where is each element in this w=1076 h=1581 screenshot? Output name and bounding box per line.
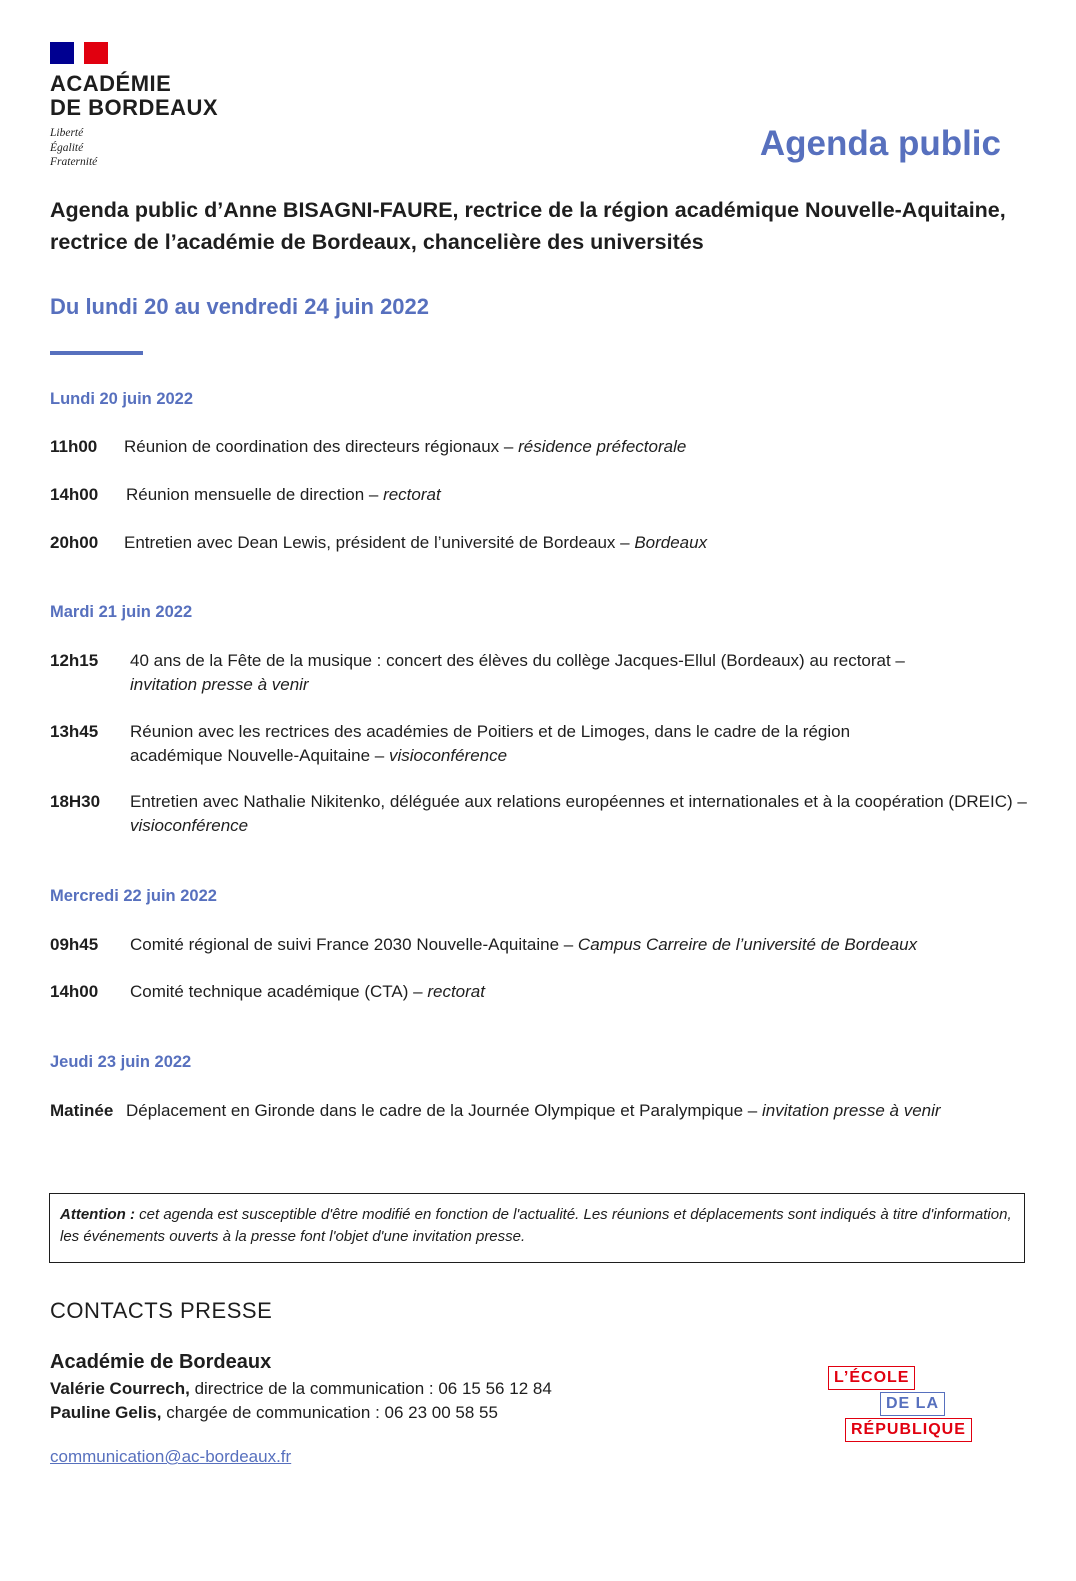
agenda-item [50, 435, 1040, 459]
agenda-item [50, 980, 1040, 1004]
day-heading: Lundi 20 juin 2022 [50, 390, 194, 408]
period-heading: Du lundi 20 au vendredi 24 juin 2022 [50, 294, 430, 319]
event-location: rectorat [427, 982, 485, 1001]
event-location: Campus Carreire de l’université de Bordeaux [577, 935, 918, 954]
event-text: Comité technique académique (CTA) – [130, 982, 428, 1001]
event-text: Entretien avec Nathalie Nikitenko, déléguée aux relations européennes et internationales et à la coopération (DREIC) – [130, 792, 1027, 811]
agenda-item [50, 483, 1040, 507]
event-text: 40 ans de la Fête de la musique : concert des élèves du collège Jacques-Ellul (Bordeaux) au rectorat – [130, 651, 905, 670]
day-heading: Jeudi 23 juin 2022 [50, 1053, 192, 1071]
event-time: 14h00 [50, 485, 99, 504]
contact-organization: Académie de Bordeaux [50, 1351, 272, 1373]
event-location: visioconférence [130, 816, 249, 835]
day-heading: Mardi 21 juin 2022 [50, 603, 193, 621]
ecole-logo-line-2: DE LA [880, 1392, 945, 1416]
contact-email-link[interactable]: communication@ac-bordeaux.fr [50, 1447, 292, 1466]
logo-name [50, 72, 218, 120]
ecole-republique-logo [828, 1366, 978, 1446]
event-text: Entretien avec Dean Lewis, président de l’université de Bordeaux – [124, 533, 635, 552]
contact-role: directrice de la communication : 06 15 56 12 84 [189, 1379, 552, 1398]
event-time: Matinée [50, 1101, 114, 1120]
event-location: invitation presse à venir [130, 675, 309, 694]
motto-egalite: Égalité [50, 141, 84, 154]
day-heading: Mercredi 22 juin 2022 [50, 887, 217, 905]
agenda-item [50, 790, 1035, 838]
agenda-item [50, 531, 1040, 555]
event-location: rectorat [383, 485, 441, 504]
event-text: Déplacement en Gironde dans le cadre de la Journée Olympique et Paralympique – [126, 1101, 762, 1120]
logo-motto [50, 126, 218, 170]
event-time: 18H30 [50, 792, 101, 811]
page-title: Agenda public d’Anne BISAGNI-FAURE, rectrice de la région académique Nouvelle-Aquitaine, rectrice de l’académie de Bordeaux, chancelière des universités [50, 198, 1006, 254]
ecole-logo-line-1: L’ÉCOLE [828, 1366, 915, 1390]
header-tag: Agenda public [759, 124, 1001, 163]
event-location: résidence préfectorale [518, 437, 687, 456]
agenda-item [50, 1099, 1040, 1123]
event-location: visioconférence [388, 746, 508, 765]
contact-name: Valérie Courrech, [50, 1379, 190, 1398]
event-time: 09h45 [50, 935, 99, 954]
ecole-logo-line-3: RÉPUBLIQUE [845, 1418, 972, 1442]
event-time: 20h00 [50, 533, 99, 552]
contact-role: chargée de communication : 06 23 00 58 55 [161, 1403, 498, 1422]
event-text: Comité régional de suivi France 2030 Nouvelle-Aquitaine – [130, 935, 578, 954]
logo-line-2: DE BORDEAUX [50, 95, 219, 120]
event-text: Réunion mensuelle de direction – [126, 485, 384, 504]
notice-lead: Attention : [60, 1206, 135, 1223]
event-time: 11h00 [50, 437, 98, 456]
logo-line-1: ACADÉMIE [50, 71, 172, 96]
event-text: Réunion avec les rectrices des académies de Poitiers et de Limoges, dans le cadre de la région académique Nouvelle-Aquitaine – [130, 722, 851, 765]
notice-text: cet agenda est susceptible d'être modifié en fonction de l'actualité. Les réunions et déplacements sont indiqués à titre d'information, les événements ouverts à la presse font l'objet d'une invitation presse. [60, 1206, 1012, 1245]
academie-logo [50, 42, 218, 170]
event-location: invitation presse à venir [761, 1101, 941, 1120]
contacts-heading: CONTACTS PRESSE [50, 1298, 273, 1323]
contact-name: Pauline Gelis, [50, 1403, 162, 1422]
agenda-item [50, 720, 930, 768]
event-location: Bordeaux [634, 533, 708, 552]
accent-rule [50, 351, 143, 355]
event-time: 14h00 [50, 982, 99, 1001]
motto-fraternite: Fraternité [50, 156, 98, 168]
notice-box [49, 1193, 1025, 1263]
motto-liberte: Liberté [50, 127, 84, 139]
event-time: 13h45 [50, 722, 99, 741]
agenda-item [50, 933, 1040, 957]
contact-line [50, 1403, 498, 1423]
event-time: 12h15 [50, 651, 99, 670]
agenda-item [50, 649, 960, 697]
event-text: Réunion de coordination des directeurs régionaux – [124, 437, 519, 456]
contact-line [50, 1379, 552, 1399]
marianne-flag-icon [50, 42, 108, 64]
